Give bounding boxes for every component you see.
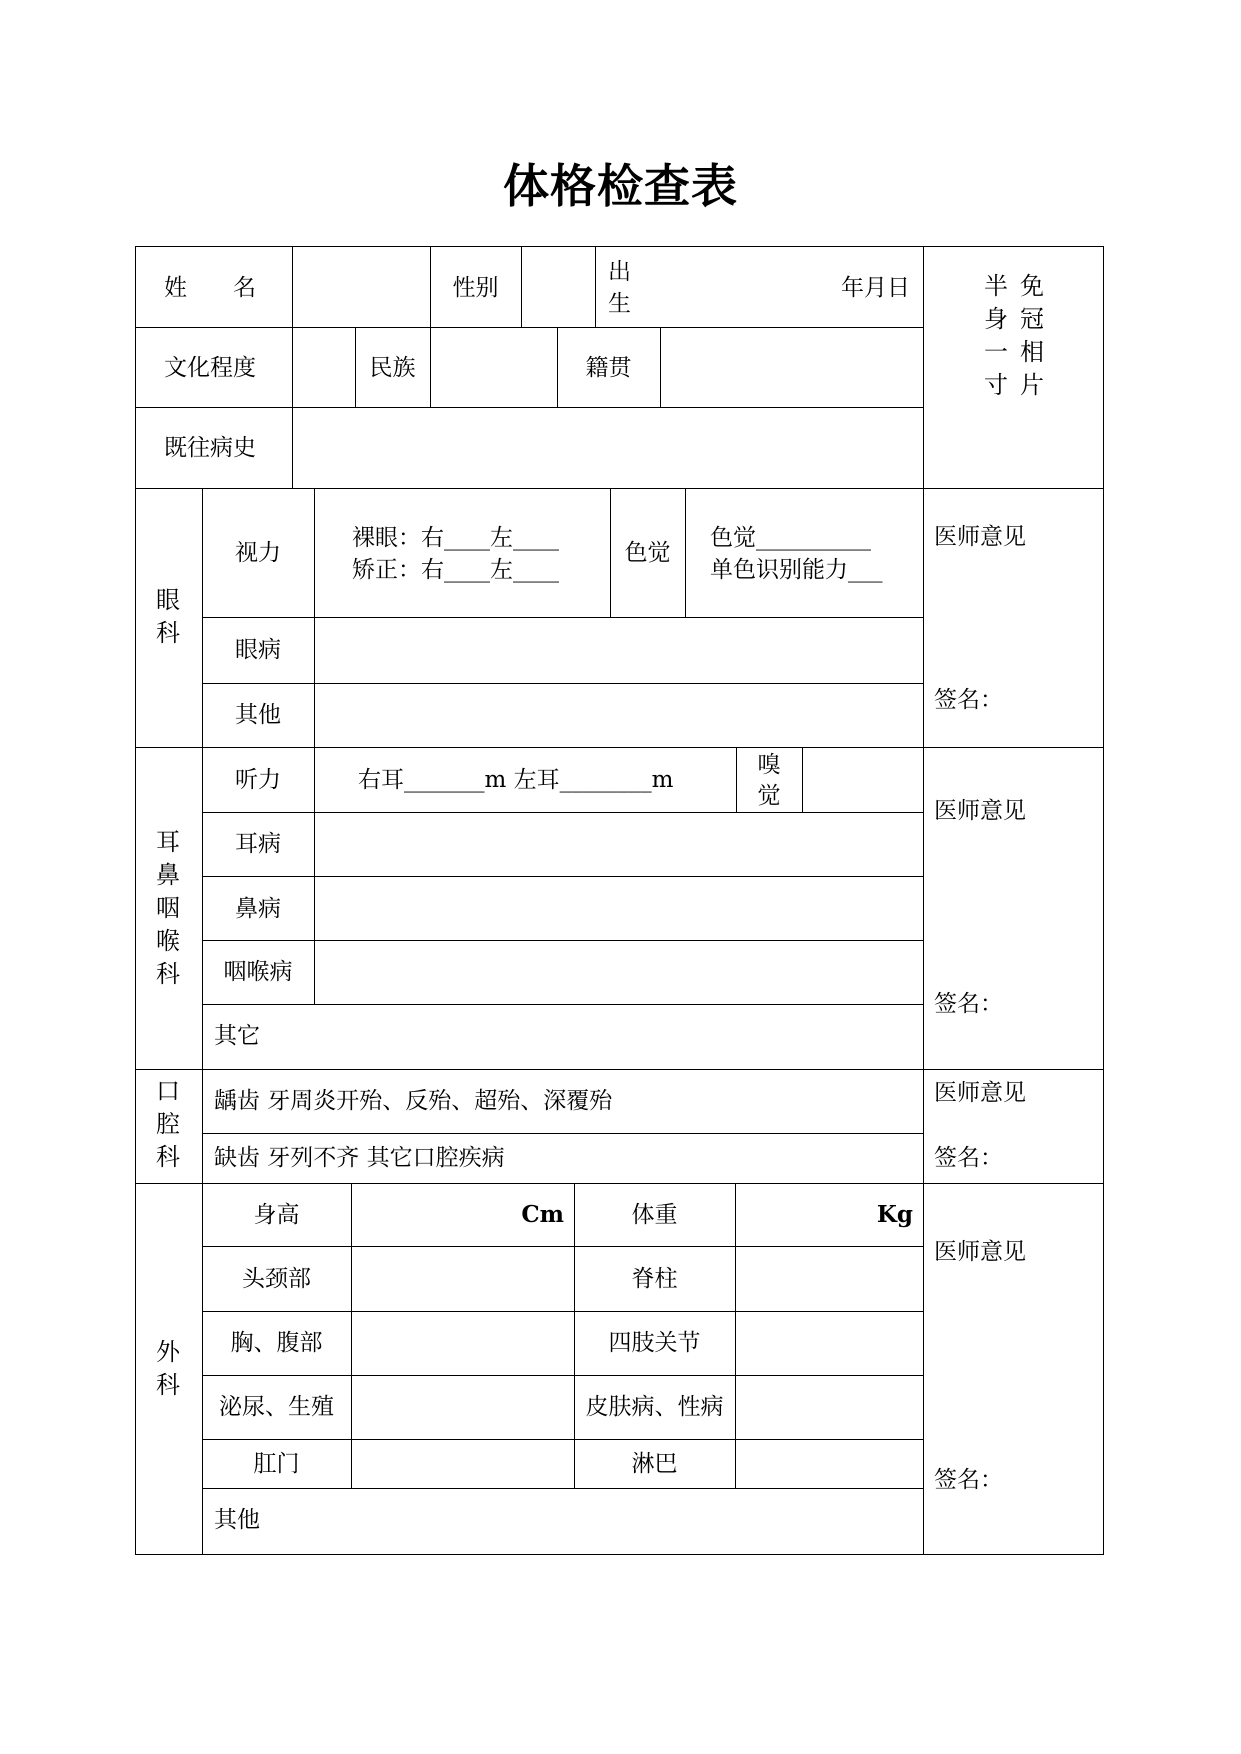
birth-label-2: 生 xyxy=(608,291,631,317)
smell-label-1: 嗅 xyxy=(757,752,781,778)
hearing-label: 听力 xyxy=(235,767,281,793)
skin-std-label: 皮肤病、性病 xyxy=(585,1394,724,1420)
eye-section-label: 眼 科 xyxy=(156,586,180,647)
color-vision-label: 色觉 xyxy=(624,540,671,566)
surgery-other-label: 其他 xyxy=(214,1507,260,1533)
throat-disease-label: 咽喉病 xyxy=(223,959,293,985)
weight-unit: Kg xyxy=(876,1201,913,1228)
ent-other-label: 其它 xyxy=(214,1023,260,1049)
birth-date-unit: 年月日 xyxy=(841,275,910,301)
height-unit: Cm xyxy=(521,1201,564,1228)
eye-signature: 签名： xyxy=(934,687,1003,713)
ethnicity-label: 民族 xyxy=(369,355,416,381)
spine-label: 脊柱 xyxy=(631,1266,678,1292)
anus-label: 肛门 xyxy=(253,1451,300,1477)
limbs-joints-label: 四肢关节 xyxy=(608,1330,701,1356)
vision-label: 视力 xyxy=(235,540,281,566)
urogenital-label: 泌尿、生殖 xyxy=(219,1394,334,1420)
ent-doctor-opinion: 医师意见 xyxy=(934,798,1026,824)
surgery-doctor-opinion: 医师意见 xyxy=(934,1239,1026,1265)
birth-label-1: 出 xyxy=(608,259,631,285)
physical-exam-form: 体格检查表 姓 名 性别 出 生 年月日 文化程度 民族 籍贯 既往病史 半 身 一 寸 免 冠 相 片 眼 科 视力 裸眼：右____左____ 矫正：右____左____ 色觉 色觉__________ 单色识别能力___ 眼病 其他 医师意见 签名： 耳 鼻 咽 喉 科 听力 右耳_______m 左耳________m 嗅 觉 耳病 鼻病 咽喉病 其它 医师意见 签名： 口 腔 科 龋齿 牙周炎开殆、反殆、超殆、深覆殆 缺齿 牙列不齐 其它口腔疾病 医师意见 签名： 外 科 身高 Cm 体重 Kg 头颈部 脊柱 胸、腹部 四肢关节 泌尿、生殖 皮肤病、性病 肛门 淋巴 其他 医师意见 签名： xyxy=(0,0,1241,1754)
hearing-value: 右耳_______m 左耳________m xyxy=(358,767,674,793)
dental-section-label: 口 腔 科 xyxy=(156,1077,180,1171)
smell-label-2: 觉 xyxy=(757,783,781,809)
surgery-section-label: 外 科 xyxy=(156,1338,180,1399)
page-title: 体格检查表 xyxy=(503,159,738,213)
native-place-label: 籍贯 xyxy=(585,355,632,381)
weight-label: 体重 xyxy=(631,1202,678,1228)
dental-row-1: 龋齿 牙周炎开殆、反殆、超殆、深覆殆 xyxy=(214,1088,613,1114)
ent-signature: 签名： xyxy=(934,991,1003,1017)
ear-disease-label: 耳病 xyxy=(235,831,281,857)
name-label: 姓 名 xyxy=(164,275,256,301)
eye-other-label: 其他 xyxy=(235,702,281,728)
eye-disease-label: 眼病 xyxy=(235,637,281,663)
height-label: 身高 xyxy=(253,1202,300,1228)
color-vision-line: 色觉__________ xyxy=(710,525,871,551)
eye-doctor-opinion: 医师意见 xyxy=(934,524,1026,550)
surgery-signature: 签名： xyxy=(934,1467,1003,1493)
ent-section-label: 耳 鼻 咽 喉 科 xyxy=(156,828,180,988)
mono-color-line: 单色识别能力___ xyxy=(710,557,883,583)
gender-label: 性别 xyxy=(452,275,499,301)
nose-disease-label: 鼻病 xyxy=(235,896,281,922)
lymph-label: 淋巴 xyxy=(631,1451,678,1477)
dental-doctor-opinion: 医师意见 xyxy=(934,1080,1026,1106)
dental-signature: 签名： xyxy=(934,1145,1003,1171)
medical-history-label: 既往病史 xyxy=(164,435,256,461)
corrected-vision: 矫正：右____左____ xyxy=(352,557,559,583)
dental-row-2: 缺齿 牙列不齐 其它口腔疾病 xyxy=(214,1145,505,1171)
naked-eye-vision: 裸眼：右____左____ xyxy=(352,525,559,551)
head-neck-label: 头颈部 xyxy=(242,1266,311,1292)
chest-abdomen-label: 胸、腹部 xyxy=(230,1330,323,1356)
education-label: 文化程度 xyxy=(164,355,256,381)
